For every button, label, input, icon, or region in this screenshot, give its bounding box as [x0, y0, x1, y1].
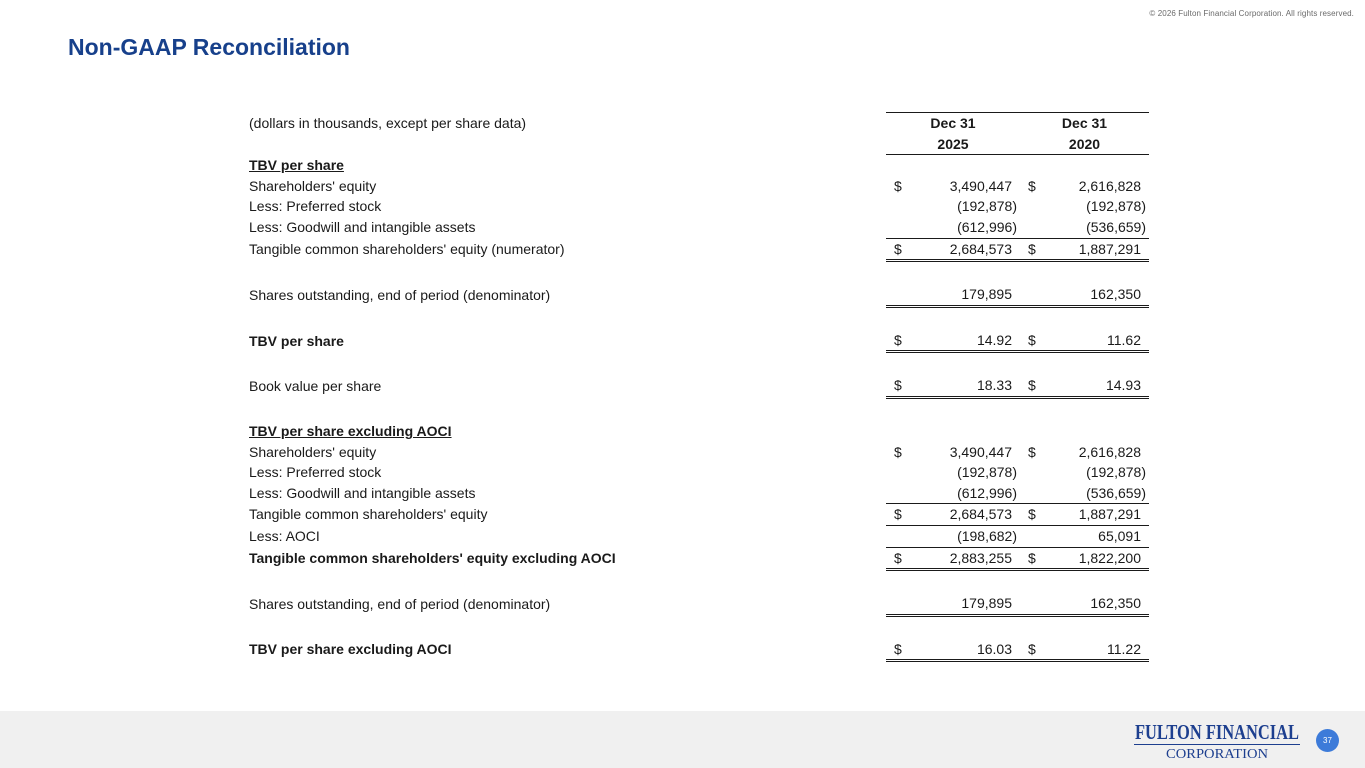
table-row	[249, 196, 1149, 217]
value-2025: (192,878)	[957, 198, 1017, 215]
currency-symbol: $	[1020, 504, 1038, 526]
value-2025: (612,996)	[904, 483, 1020, 504]
table-row	[249, 375, 1149, 397]
value-2025: 18.33	[904, 375, 1020, 397]
value-2020: (192,878)	[1086, 198, 1146, 215]
fulton-financial-logo	[1134, 721, 1300, 761]
row-label: Less: Goodwill and intangible assets	[249, 484, 476, 501]
row-label: Tangible common shareholders' equity excluding AOCI	[249, 550, 616, 566]
value-2020: 65,091	[1038, 525, 1149, 547]
row-label: Shareholders' equity	[249, 177, 377, 194]
currency-symbol: $	[886, 375, 904, 397]
value-2020: 11.62	[1038, 330, 1149, 352]
value-2025: 2,684,573	[904, 504, 1020, 526]
table-row	[249, 593, 1149, 615]
table-row	[249, 504, 1149, 526]
value-2020: 2,616,828	[1078, 443, 1141, 460]
currency-symbol: $	[1020, 547, 1038, 570]
table-row	[249, 483, 1149, 504]
table-row	[249, 639, 1149, 661]
value-2025: 16.03	[904, 639, 1020, 661]
page-number-badge: 37	[1316, 729, 1339, 752]
value-2025: 3,490,447	[949, 177, 1012, 194]
row-label: Book value per share	[249, 378, 382, 395]
section-heading: TBV per share excluding AOCI	[249, 422, 452, 439]
col-2020-year: 2020	[1020, 134, 1149, 155]
value-2025: (198,682)	[904, 525, 1020, 547]
table-row	[249, 525, 1149, 547]
copyright-notice: © 2026 Fulton Financial Corporation. All rights reserved.	[1149, 9, 1354, 18]
row-label: TBV per share	[249, 332, 344, 349]
value-2025: (192,878)	[957, 464, 1017, 481]
value-2020: 2,616,828	[1078, 177, 1141, 194]
table-row	[249, 284, 1149, 306]
table-row	[249, 442, 1149, 463]
value-2020: 1,887,291	[1038, 238, 1149, 261]
table-row	[249, 238, 1149, 261]
currency-symbol: $	[894, 443, 902, 460]
currency-symbol: $	[1028, 443, 1036, 460]
currency-symbol: $	[1020, 375, 1038, 397]
currency-symbol: $	[894, 177, 902, 194]
row-label: Less: AOCI	[249, 527, 320, 544]
value-2025: 2,883,255	[904, 547, 1020, 570]
currency-symbol: $	[886, 547, 904, 570]
row-label: Tangible common shareholders' equity (numerator)	[249, 241, 565, 258]
section-heading-row	[249, 155, 1149, 176]
value-2020: (536,659)	[1038, 483, 1149, 504]
value-2020: 14.93	[1038, 375, 1149, 397]
table-row	[249, 217, 1149, 238]
value-2020: (536,659)	[1038, 217, 1149, 238]
value-2025: 3,490,447	[949, 443, 1012, 460]
row-label: Less: Goodwill and intangible assets	[249, 219, 476, 236]
row-label: Less: Preferred stock	[249, 464, 382, 481]
value-2020: 1,822,200	[1038, 547, 1149, 570]
logo-line-1: FULTON FINANCIAL	[1135, 721, 1299, 744]
col-2020-month: Dec 31	[1020, 113, 1149, 134]
table-row	[249, 547, 1149, 570]
logo-line-2: CORPORATION	[1166, 747, 1268, 761]
col-2025-year: 2025	[886, 134, 1020, 155]
table-row	[249, 176, 1149, 197]
currency-symbol: $	[1020, 330, 1038, 352]
value-2020: (192,878)	[1086, 464, 1146, 481]
currency-symbol: $	[1028, 177, 1036, 194]
currency-symbol: $	[886, 330, 904, 352]
value-2025: 179,895	[904, 284, 1020, 306]
section-heading: TBV per share	[249, 156, 344, 173]
value-2020: 162,350	[1038, 593, 1149, 615]
value-2025: 179,895	[904, 593, 1020, 615]
value-2025: 14.92	[904, 330, 1020, 352]
table-row	[249, 462, 1149, 483]
value-2020: 1,887,291	[1038, 504, 1149, 526]
currency-symbol: $	[886, 639, 904, 661]
currency-symbol: $	[1020, 238, 1038, 261]
units-note: (dollars in thousands, except per share data)	[249, 114, 527, 131]
value-2020: 162,350	[1038, 284, 1149, 306]
row-label: Shares outstanding, end of period (denominator)	[249, 595, 551, 612]
value-2020: 11.22	[1038, 639, 1149, 661]
header-row-year	[249, 134, 1149, 155]
table-row	[249, 330, 1149, 352]
row-label: TBV per share excluding AOCI	[249, 641, 452, 658]
row-label: Shares outstanding, end of period (denominator)	[249, 286, 551, 303]
page-title: Non-GAAP Reconciliation	[68, 34, 350, 60]
section-heading-row	[249, 421, 1149, 442]
currency-symbol: $	[886, 238, 904, 261]
value-2025: 2,684,573	[904, 238, 1020, 261]
value-2025: (612,996)	[904, 217, 1020, 238]
row-label: Tangible common shareholders' equity	[249, 506, 488, 523]
header-row-month	[249, 113, 1149, 134]
row-label: Shareholders' equity	[249, 443, 377, 460]
currency-symbol: $	[1020, 639, 1038, 661]
col-2025-month: Dec 31	[886, 113, 1020, 134]
reconciliation-table	[249, 112, 1149, 662]
currency-symbol: $	[886, 504, 904, 526]
row-label: Less: Preferred stock	[249, 198, 382, 215]
